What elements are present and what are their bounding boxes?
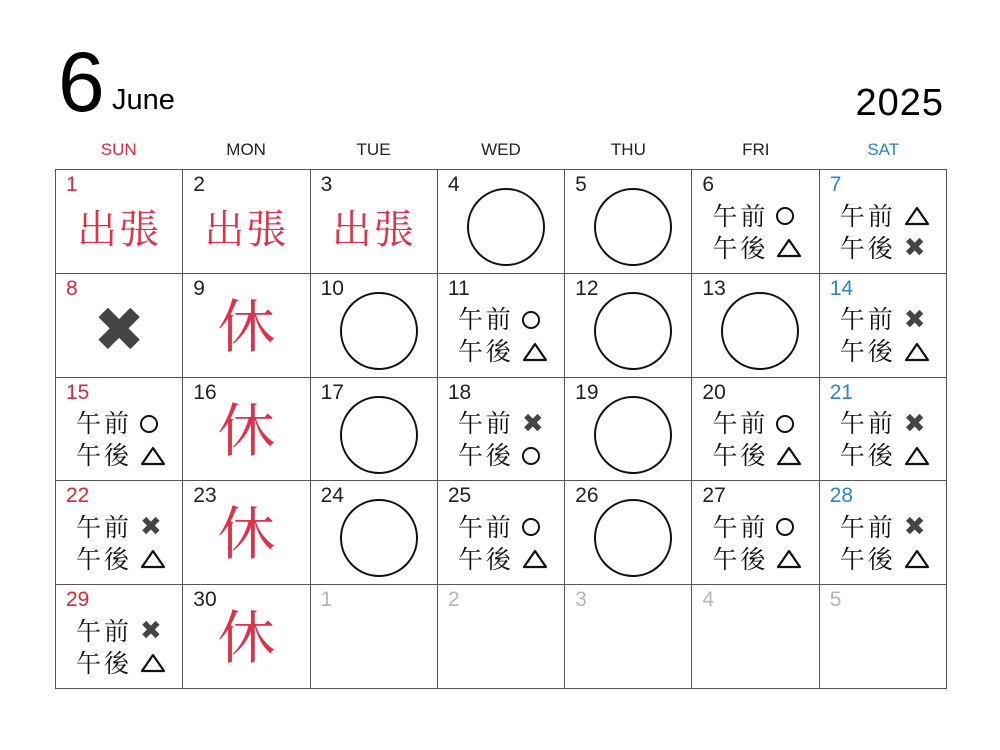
circle-symbol	[776, 207, 794, 225]
holiday-mark: 休	[217, 396, 276, 465]
am-label: 午前	[76, 512, 133, 542]
pm-status-line	[76, 543, 166, 575]
available-circle-mark	[340, 396, 418, 474]
weekday-tue: TUE	[356, 140, 391, 159]
triangle-symbol	[904, 206, 930, 226]
holiday-mark: 休	[217, 604, 276, 673]
triangle-symbol	[522, 549, 548, 569]
day-number: 4	[702, 588, 715, 612]
available-circle-mark	[594, 499, 672, 577]
day-number: 3	[320, 173, 333, 196]
day-cell[interactable]	[183, 481, 310, 585]
am-pm-status	[712, 408, 802, 472]
day-cell[interactable]	[565, 378, 692, 482]
am-pm-status	[712, 511, 802, 575]
pm-label: 午後	[76, 441, 133, 471]
day-number: 9	[193, 276, 205, 300]
triangle-symbol	[776, 238, 802, 258]
day-number: 28	[829, 484, 854, 508]
cross-symbol: ✖	[903, 512, 926, 543]
am-label: 午前	[76, 409, 133, 439]
pm-label: 午後	[712, 544, 769, 574]
day-cell[interactable]	[565, 481, 692, 585]
am-status-line	[712, 200, 802, 232]
day-cell[interactable]	[692, 378, 819, 482]
am-status-line	[840, 408, 930, 440]
pm-status-line	[458, 543, 548, 575]
am-status-line	[712, 511, 802, 543]
pm-status-line	[458, 440, 544, 472]
weekday-thu: THU	[610, 140, 646, 159]
pm-label: 午後	[76, 544, 133, 574]
day-number: 12	[575, 276, 599, 300]
day-cell	[565, 585, 692, 689]
am-pm-status	[76, 408, 166, 472]
day-cell[interactable]	[311, 378, 438, 482]
am-status-line	[458, 304, 548, 336]
day-number: 8	[66, 276, 78, 300]
am-status-line	[76, 408, 166, 440]
cross-symbol: ✖	[903, 408, 926, 439]
weekday-fri: FRI	[742, 140, 770, 159]
am-label: 午前	[839, 201, 896, 231]
day-number: 15	[66, 380, 90, 404]
day-cell	[438, 585, 565, 689]
day-number: 27	[702, 484, 726, 508]
pm-label: 午後	[76, 648, 133, 678]
day-cell[interactable]	[183, 274, 310, 378]
pm-status-line	[840, 440, 930, 472]
circle-symbol	[522, 311, 540, 329]
day-number: 25	[447, 484, 472, 508]
day-number: 2	[193, 173, 205, 196]
day-cell[interactable]	[56, 481, 183, 585]
am-status-line	[712, 408, 802, 440]
available-circle-mark	[594, 188, 672, 266]
day-cell[interactable]	[438, 274, 565, 378]
circle-symbol	[522, 447, 540, 465]
am-status-line	[840, 304, 930, 336]
am-label: 午前	[457, 409, 514, 439]
pm-status-line	[840, 336, 930, 368]
day-cell	[311, 585, 438, 689]
pm-label: 午後	[839, 233, 896, 263]
pm-label: 午後	[457, 337, 514, 367]
circle-symbol	[522, 518, 540, 536]
day-number: 16	[193, 380, 217, 404]
pm-label: 午後	[457, 441, 514, 471]
day-cell[interactable]	[692, 170, 819, 274]
day-number: 4	[447, 173, 460, 196]
day-number: 18	[447, 380, 472, 404]
day-number: 19	[575, 380, 599, 404]
am-label: 午前	[712, 512, 769, 542]
cross-symbol: ✖	[903, 304, 926, 335]
am-status-line	[458, 408, 544, 440]
am-label: 午前	[457, 512, 514, 542]
circle-symbol	[140, 415, 158, 433]
day-cell[interactable]	[820, 170, 947, 274]
pm-status-line	[840, 543, 930, 575]
weekday-header-row	[55, 140, 947, 164]
holiday-mark: 休	[217, 500, 276, 569]
circle-symbol	[776, 415, 794, 433]
day-cell[interactable]	[565, 170, 692, 274]
circle-symbol	[776, 518, 794, 536]
am-label: 午前	[712, 201, 769, 231]
pm-status-line	[712, 543, 802, 575]
month-number: 6	[58, 35, 105, 129]
triangle-symbol	[776, 549, 802, 569]
day-cell[interactable]	[56, 585, 183, 689]
am-status-line	[76, 511, 166, 543]
day-cell[interactable]	[56, 274, 183, 378]
am-pm-status	[458, 304, 548, 368]
day-cell[interactable]	[311, 170, 438, 274]
day-number: 22	[66, 484, 90, 508]
weekday-sat: SAT	[867, 140, 900, 159]
pm-label: 午後	[712, 441, 769, 471]
pm-status-line	[76, 647, 166, 679]
am-pm-status	[840, 304, 930, 368]
unavailable-cross-mark: ✖	[93, 292, 146, 366]
day-number: 24	[320, 484, 344, 508]
day-number: 14	[829, 276, 854, 300]
day-number: 5	[575, 173, 587, 196]
pm-status-line	[840, 232, 930, 264]
cross-symbol: ✖	[140, 512, 162, 543]
day-number: 29	[66, 588, 90, 612]
day-number: 20	[702, 380, 726, 404]
available-circle-mark	[594, 292, 672, 370]
day-number: 1	[320, 588, 333, 612]
day-number: 3	[575, 588, 587, 612]
am-status-line	[458, 511, 548, 543]
business-trip-mark: 出張	[331, 207, 416, 253]
business-trip-mark: 出張	[204, 207, 289, 253]
day-cell	[692, 585, 819, 689]
triangle-symbol	[522, 342, 548, 362]
pm-status-line	[76, 440, 166, 472]
am-pm-status	[458, 408, 544, 472]
day-cell[interactable]	[438, 481, 565, 585]
day-cell[interactable]	[820, 481, 947, 585]
day-cell[interactable]	[183, 378, 310, 482]
am-pm-status	[712, 200, 802, 264]
am-status-line	[76, 615, 166, 647]
am-label: 午前	[839, 512, 896, 542]
day-number: 7	[829, 173, 842, 196]
available-circle-mark	[340, 292, 418, 370]
available-circle-mark	[721, 292, 799, 370]
pm-status-line	[712, 232, 802, 264]
day-number: 30	[193, 588, 217, 612]
available-circle-mark	[340, 499, 418, 577]
calendar-grid	[55, 169, 947, 689]
holiday-mark: 休	[217, 292, 276, 361]
year: 2025	[855, 82, 944, 124]
am-pm-status	[76, 511, 166, 575]
pm-label: 午後	[839, 441, 896, 471]
am-pm-status	[840, 408, 930, 472]
pm-label: 午後	[839, 544, 896, 574]
am-pm-status	[840, 511, 930, 575]
day-cell[interactable]	[820, 378, 947, 482]
pm-status-line	[458, 336, 548, 368]
pm-status-line	[712, 440, 802, 472]
am-status-line	[840, 200, 930, 232]
day-number: 21	[829, 380, 854, 404]
day-number: 10	[320, 276, 344, 300]
triangle-symbol	[776, 446, 802, 466]
day-cell[interactable]	[56, 378, 183, 482]
available-circle-mark	[594, 396, 672, 474]
business-trip-mark: 出張	[77, 207, 162, 253]
triangle-symbol	[904, 342, 930, 362]
triangle-symbol	[140, 653, 166, 673]
triangle-symbol	[140, 446, 166, 466]
am-pm-status	[840, 200, 930, 264]
am-label: 午前	[839, 409, 896, 439]
day-cell[interactable]	[438, 378, 565, 482]
day-cell[interactable]	[183, 170, 310, 274]
weekday-mon: MON	[226, 140, 266, 159]
am-label: 午前	[76, 616, 133, 646]
cross-symbol: ✖	[140, 616, 162, 647]
triangle-symbol	[904, 446, 930, 466]
day-number: 23	[193, 484, 217, 508]
day-number: 6	[702, 173, 715, 196]
am-label: 午前	[457, 305, 514, 335]
triangle-symbol	[904, 549, 930, 569]
day-cell[interactable]	[311, 481, 438, 585]
cross-symbol: ✖	[903, 233, 926, 263]
available-circle-mark	[467, 188, 545, 266]
month-name: June	[112, 84, 175, 116]
am-label: 午前	[839, 305, 896, 335]
day-cell[interactable]	[820, 274, 947, 378]
pm-label: 午後	[457, 544, 514, 574]
day-number: 17	[320, 380, 344, 404]
day-cell[interactable]	[311, 274, 438, 378]
pm-label: 午後	[839, 337, 896, 367]
cross-symbol: ✖	[521, 408, 544, 439]
day-cell[interactable]	[438, 170, 565, 274]
weekday-sun: SUN	[100, 140, 137, 159]
pm-label: 午後	[712, 233, 769, 263]
day-number: 1	[66, 173, 78, 196]
am-status-line	[840, 511, 930, 543]
day-cell[interactable]	[183, 585, 310, 689]
weekday-wed: WED	[481, 140, 521, 159]
day-number: 2	[447, 588, 460, 612]
triangle-symbol	[140, 549, 166, 569]
day-cell	[820, 585, 947, 689]
day-number: 26	[575, 484, 599, 508]
day-number: 5	[829, 588, 842, 612]
day-number: 11	[447, 276, 470, 300]
day-number: 13	[702, 276, 726, 300]
day-cell[interactable]	[692, 274, 819, 378]
am-pm-status	[458, 511, 548, 575]
day-cell[interactable]	[692, 481, 819, 585]
am-pm-status	[76, 615, 166, 679]
day-cell[interactable]	[565, 274, 692, 378]
day-cell[interactable]	[56, 170, 183, 274]
am-label: 午前	[712, 409, 769, 439]
